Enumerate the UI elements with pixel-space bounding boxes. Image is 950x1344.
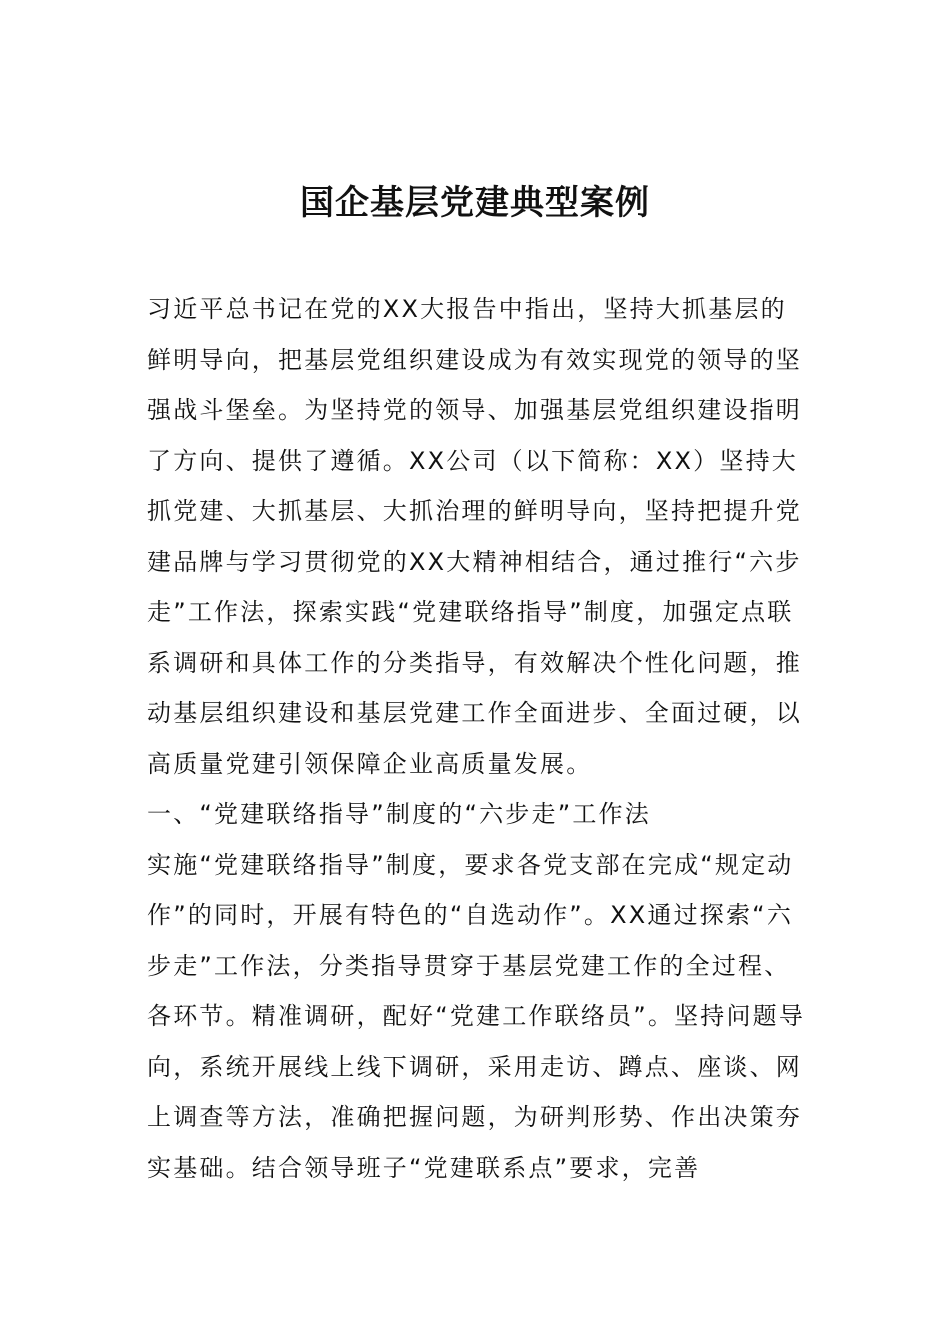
section-paragraph: 实施“党建联络指导”制度，要求各党支部在完成“规定动作”的同时，开展有特色的“自选动作”。XX通过探索“六步走”工作法，分类指导贯穿于基层党建工作的全过程、各环节。精准调研，配好“党建工作联络员”。坚持问题导向，系统开展线上线下调研，采用走访、蹲点、座谈、网上调查等方法，准确把握问题，为研判形势、作出决策夯实基础。结合领导班子“党建联系点”要求，完善 xyxy=(147,850,806,1182)
section-heading: 一、“党建联络指导”制度的“六步走”工作法 xyxy=(147,800,651,828)
intro-paragraph: 习近平总书记在党的XX大报告中指出，坚持大抓基层的鲜明导向，把基层党组织建设成为有效实现党的领导的坚强战斗堡垒。为坚持党的领导、加强基层党组织建设指明了方向、提供了遵循。XX公司（以下简称：XX）坚持大抓党建、大抓基层、大抓治理的鲜明导向，坚持把提升党建品牌与学习贯彻党的XX大精神相结合，通过推行“六步走”工作法，探索实践“党建联络指导”制度，加强定点联系调研和具体工作的分类指导，有效解决个性化问题，推动基层组织建设和基层党建工作全面进步、全面过硬，以高质量党建引领保障企业高质量发展。 xyxy=(147,295,802,778)
document-body xyxy=(147,284,807,1193)
document-title: 国企基层党建典型案例 xyxy=(300,182,650,223)
